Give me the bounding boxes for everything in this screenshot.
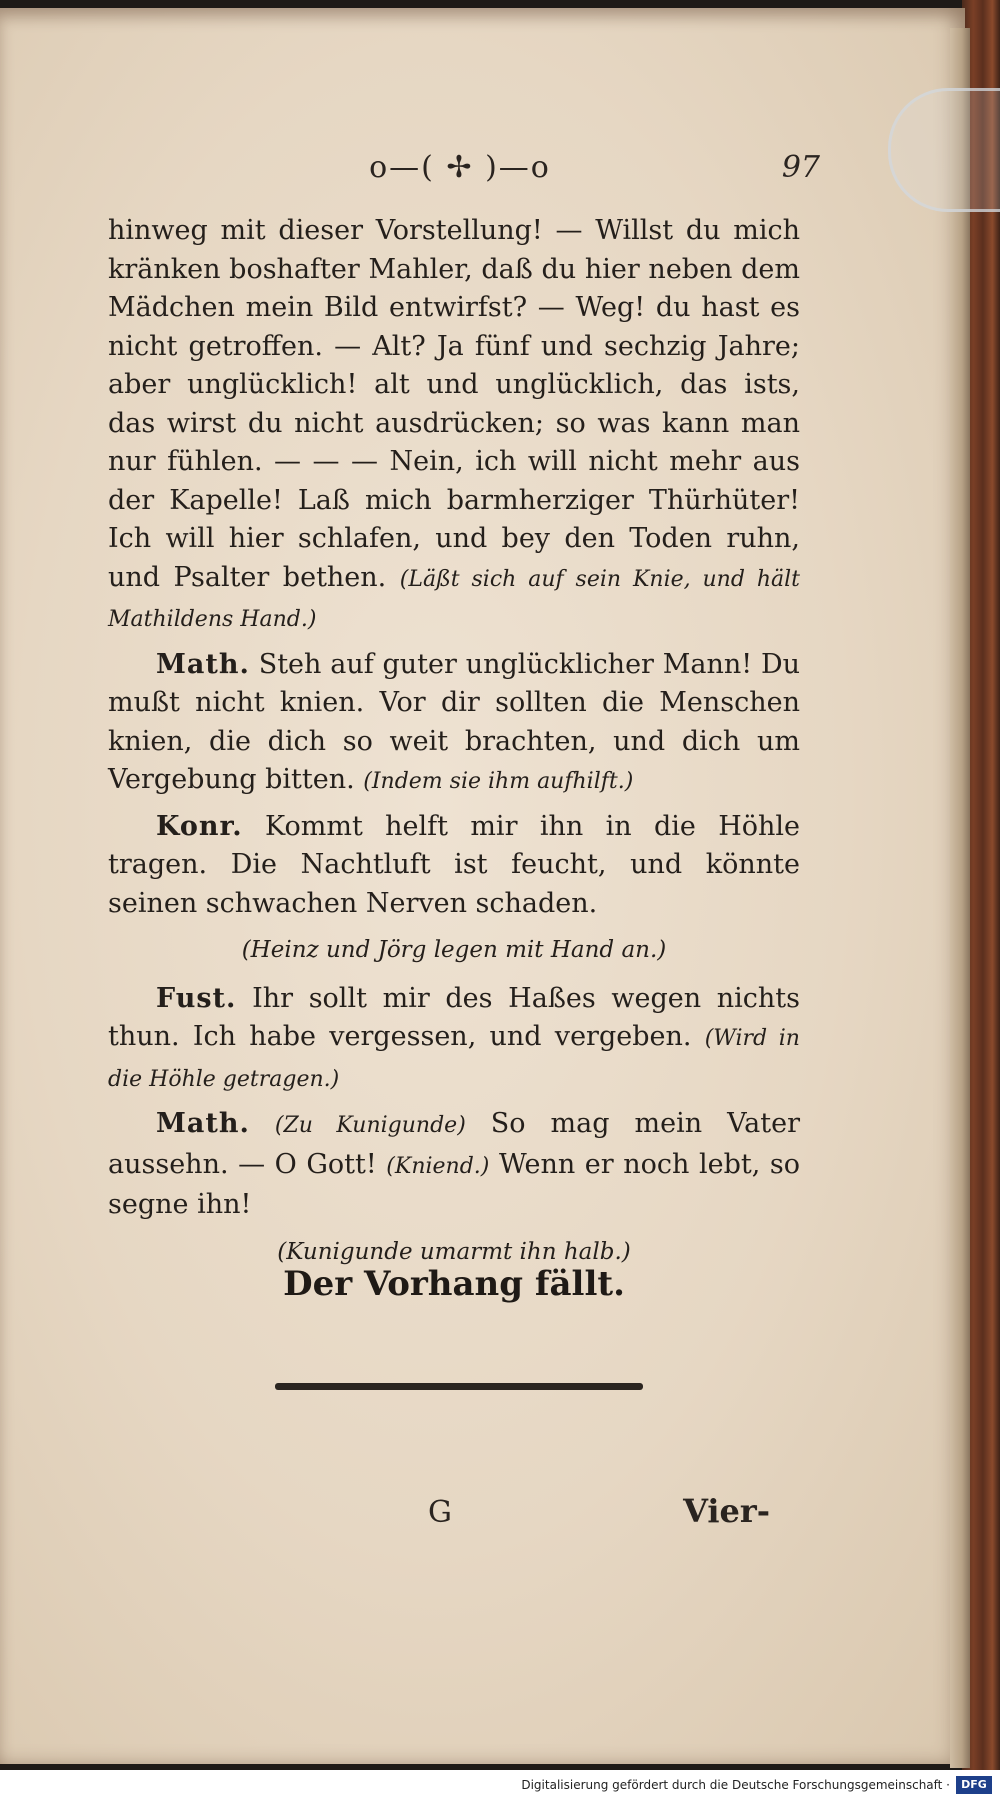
paragraph-1 — [108, 212, 800, 640]
paragraph-text: hinweg mit dieser Vorstellung! — Willst du mich kränken boshafter Mahler, daß du hier neben dem Mädchen mein Bild entwirfst? — Weg! du hast es nicht getroffen. — Alt? Ja fünf und sechzig Jahre; aber unglücklich! alt und unglücklich, das ists, das wirst du nicht ausdrücken; so was kann man nur fühlen. — — — Nein, ich will nicht mehr aus der Kapelle! Laß mich barmherziger Thürhüter! Ich will hier schlafen, und bey den Toden ruhn, und Psalter bethen. — [108, 215, 800, 593]
paragraph-text: Wenn er noch lebt, so segne ihn! — [108, 1148, 800, 1220]
stage-line-2: (Kunigunde umarmt ihn halb.) — [277, 1238, 631, 1265]
stage-direction: (Kniend.) — [386, 1153, 490, 1179]
header-ornament: o—( ✢ )—o — [369, 150, 551, 185]
stage-direction: (Indem sie ihm aufhilft.) — [363, 769, 634, 794]
paragraph-2 — [108, 646, 800, 802]
page-number: 97 — [781, 150, 820, 185]
paragraph-4 — [108, 980, 800, 1100]
paragraph-text: So mag mein Vater aussehn. — O Gott! — [108, 1108, 800, 1180]
paragraph-text: Kommt helft mir ihn in die Höhle tragen. Die Nachtluft ist feucht, und könnte seinen schwachen Nerven schaden. — [108, 810, 800, 919]
catchword: Vier- — [683, 1492, 770, 1530]
stage-direction: (Zu Kunigunde) — [274, 1113, 466, 1138]
paragraph-3 — [108, 808, 800, 924]
paragraph-text: Steh auf guter unglücklicher Mann! Du mußt nicht knien. Vor dir sollten die Menschen knien, die dich so weit brachten, und dich um Vergebung bitten. — [108, 648, 800, 795]
curtain-line: Der Vorhang fällt. — [283, 1264, 625, 1304]
paragraph-5 — [108, 1105, 800, 1225]
stage-direction: (Läßt sich auf sein Knie, und hält Mathildens Hand.) — [108, 566, 800, 632]
speaker-name: Math. — [156, 1108, 250, 1139]
paragraph-text: Ihr sollt mir des Haßes wegen nichts thun. Ich habe vergessen, und vergeben. — [108, 982, 800, 1052]
page-clip — [888, 88, 1000, 212]
page-edge — [950, 28, 970, 1768]
stage-line-1: (Heinz und Jörg legen mit Hand an.) — [241, 937, 667, 963]
page-text — [108, 212, 800, 1281]
speaker-name: Konr. — [156, 810, 243, 842]
stage-direction: (Wird in die Höhle getragen.) — [108, 1026, 800, 1092]
credit-bar — [0, 1770, 1000, 1802]
signature-mark: G — [428, 1495, 452, 1530]
speaker-name: Fust. — [156, 982, 237, 1014]
credit-text: Digitalisierung gefördert durch die Deutsche Forschungsgemeinschaft · — [521, 1778, 950, 1792]
end-rule — [275, 1383, 643, 1390]
speaker-name: Math. — [156, 648, 250, 680]
dfg-logo[interactable]: DFG — [956, 1776, 992, 1794]
